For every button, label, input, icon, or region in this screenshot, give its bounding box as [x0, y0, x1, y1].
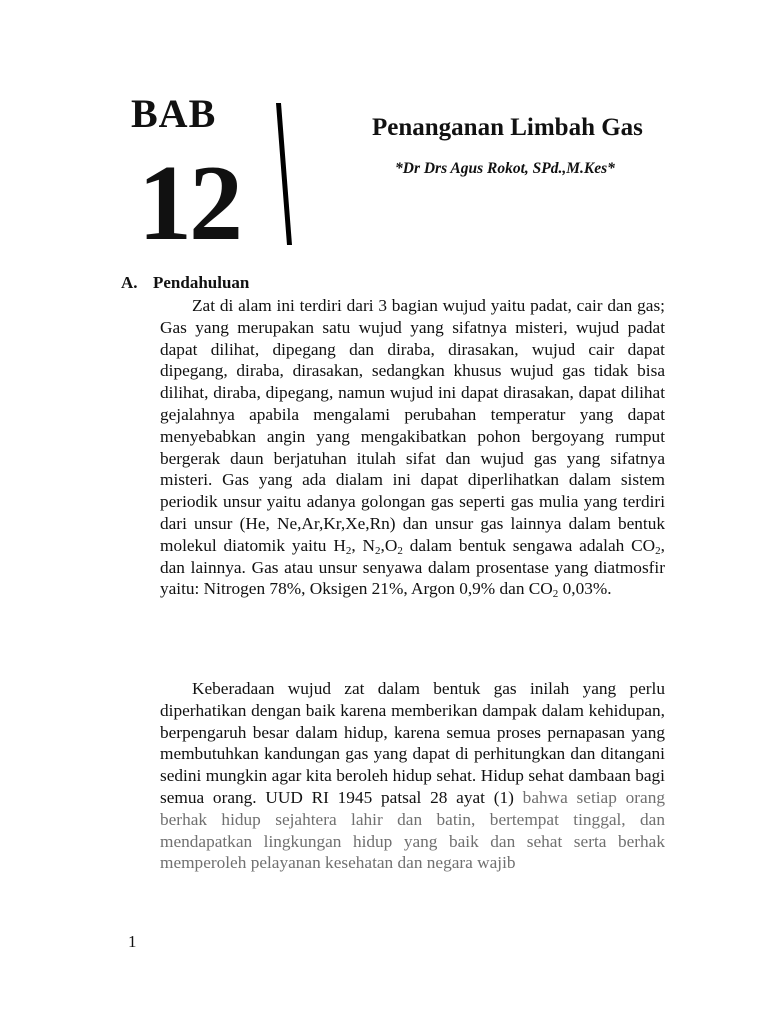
chapter-title: Penanganan Limbah Gas — [372, 114, 643, 141]
author-line: *Dr Drs Agus Rokot, SPd.,M.Kes* — [395, 160, 615, 177]
section-heading — [121, 272, 249, 294]
chapter-label: BAB — [131, 91, 217, 136]
paragraph-2 — [160, 678, 665, 874]
paragraph-2-text: Keberadaan wujud zat dalam bentuk gas inilah yang perlu diperhatikan dengan baik karena memberikan dampak dalam kehidupan, berpengaruh besar dalam hidup, karena semua proses pernapasan yang membutuhkan kandungan gas yang dapat di perhitungkan dan ditangani sedini mungkin agar kita beroleh hidup sehat. Hidup sehat dambaan bagi semua orang. UUD RI 1945 patsal 28 ayat (1) — [160, 679, 665, 807]
section-label: A. — [121, 273, 138, 292]
page-number: 1 — [128, 932, 137, 951]
chapter-number: 12 — [138, 144, 240, 263]
chapter-divider — [0, 0, 768, 300]
quoted-law-text: bahwa setiap orang berhak hidup sejahtera lahir dan batin, bertempat tinggal, dan mendapatkan lingkungan hidup yang baik dan sehat serta berhak memperoleh pelayanan kesehatan dan negara wajib — [160, 787, 665, 873]
section-title: Pendahuluan — [153, 273, 250, 292]
paragraph-1: Zat di alam ini terdiri dari 3 bagian wujud yaitu padat, cair dan gas; Gas yang merupakan satu wujud yang sifatnya misteri, wujud padat dapat dilihat, dipegang dan diraba, dirasakan, wujud cair dapat dipegang, diraba, dirasakan, sedangkan khusus wujud gas tidak bisa dilihat, diraba, dipegang, namun wujud ini dapat dirasakan, dapat dilihat gejalahnya apabila mengalami perubahan temperatur yang dapat menyebabkan angin yang mengakibatkan pohon bergoyang rumput bergerak daun berjatuhan itulah sifat dan wujud gas yang sifatnya misteri. Gas yang ada dialam ini dapat diperlihatkan dalam sistem periodik unsur yaitu adanya golongan gas seperti gas mulia yang terdiri dari unsur (He, Ne,Ar,Kr,Xe,Rn) dan unsur gas lainnya dalam bentuk molekul diatomik yaitu $H_2$, $N_2,O_2$ dalam bentuk sengawa adalah $CO_2$, dan lainnya. Gas atau unsur senyawa dalam prosentase yang diatmosfir yaitu: Nitrogen 78%, Oksigen 21%, Argon 0,9% dan $CO_2$ 0,03%. — [160, 296, 665, 601]
